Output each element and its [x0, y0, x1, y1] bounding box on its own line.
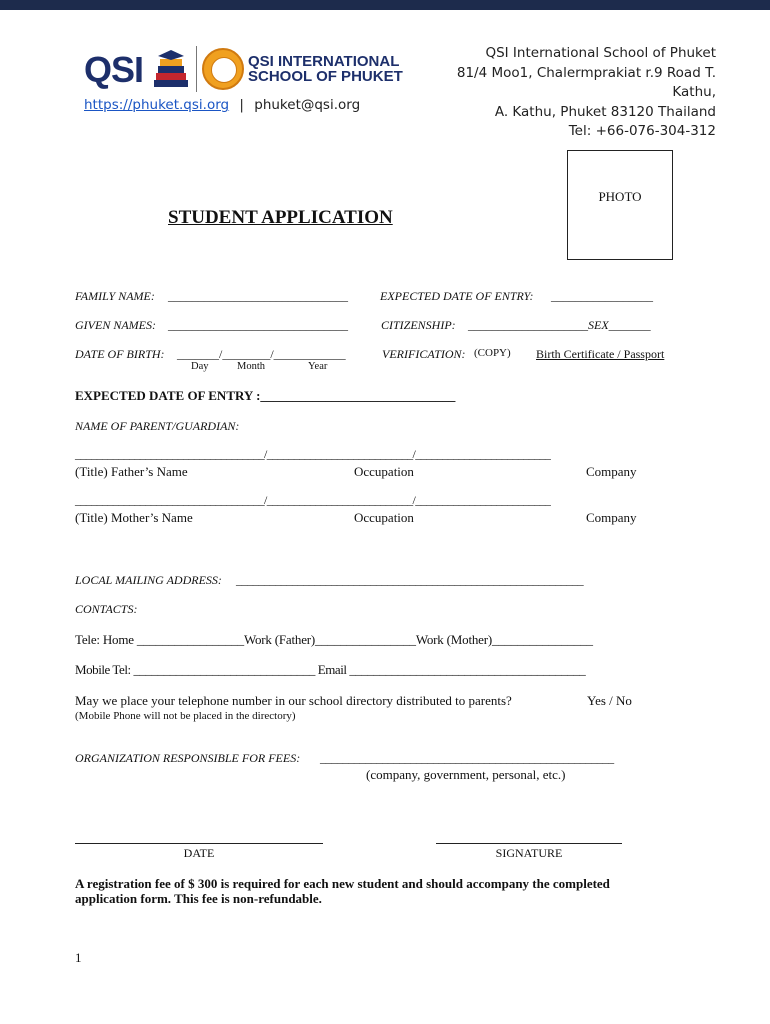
date-label: DATE — [183, 846, 215, 860]
mailing-address-field[interactable]: ______________________________________________________________ — [236, 573, 584, 587]
telephone-fields[interactable]: Tele: Home _________________Work (Father)________________Work (Mother)________________ — [75, 632, 593, 647]
logo-divider — [196, 46, 197, 92]
dob-field[interactable]: _______/________/____________ — [177, 347, 346, 361]
address-line: 81/4 Moo1, Chalermprakiat r.9 Road T. — [456, 64, 716, 81]
dob-month-label: Month — [237, 361, 266, 372]
logo-name-line1: QSI INTERNATIONAL — [248, 53, 400, 70]
signature-label: SIGNATURE — [495, 846, 563, 860]
org-fees-label: ORGANIZATION RESPONSIBLE FOR FEES: — [75, 751, 301, 765]
parent-guardian-heading: NAME OF PARENT/GUARDIAN: — [75, 419, 240, 433]
expected-entry-heading[interactable]: EXPECTED DATE OF ENTRY :______________________________ — [75, 388, 456, 403]
photo-box[interactable] — [567, 150, 673, 260]
father-fields-line[interactable]: ___________________________________/___________________________/_________________________ — [75, 447, 551, 461]
mother-fields-line[interactable]: ___________________________________/___________________________/_________________________ — [75, 493, 551, 507]
dob-day-label: Day — [191, 361, 209, 372]
school-name-logo — [248, 54, 403, 84]
link-separator: | — [239, 97, 244, 113]
mobile-email-fields[interactable]: Mobile Tel: ______________________________ Email _______________________________________ — [75, 662, 586, 677]
contacts-heading: CONTACTS: — [75, 602, 138, 616]
directory-question: May we place your telephone number in our school directory distributed to parents? — [75, 693, 512, 708]
citizenship-sex-field[interactable]: ____________________SEX_______ — [468, 318, 651, 332]
address-line: A. Kathu, Phuket 83120 Thailand — [494, 103, 716, 120]
page-title: STUDENT APPLICATION — [168, 207, 393, 228]
given-names-label: GIVEN NAMES: — [75, 318, 156, 332]
mailing-address-label: LOCAL MAILING ADDRESS: — [75, 573, 222, 587]
verification-label: VERIFICATION: — [382, 347, 466, 361]
family-name-label: FAMILY NAME: — [75, 289, 155, 303]
qsi-logo-text: QSI — [84, 49, 144, 90]
verification-copy: (COPY) — [474, 347, 511, 359]
address-line: Kathu, — [672, 84, 716, 100]
top-border-bar — [0, 0, 770, 10]
website-link[interactable]: https://phuket.qsi.org — [84, 97, 230, 113]
books-icon — [150, 50, 192, 90]
address-line: Tel: +66-076-304-312 — [568, 123, 716, 139]
family-name-field[interactable]: ______________________________ — [168, 289, 348, 303]
page-number: 1 — [75, 950, 82, 965]
expected-entry-label: EXPECTED DATE OF ENTRY: — [380, 289, 534, 303]
registration-note-line1: A registration fee of $ 300 is required for each new student and should accompany the completed — [75, 876, 610, 891]
contact-links — [84, 97, 360, 113]
address-line: QSI International School of Phuket — [485, 45, 716, 61]
directory-answer[interactable]: Yes / No — [587, 693, 632, 708]
registration-note-line2: application form. This fee is non-refundable. — [75, 891, 322, 906]
date-line[interactable] — [75, 843, 323, 844]
dob-year-label: Year — [308, 361, 328, 372]
mother-company-label: Company — [586, 510, 637, 525]
father-occupation-label: Occupation — [354, 464, 414, 479]
directory-note: (Mobile Phone will not be placed in the directory) — [75, 710, 296, 722]
expected-entry-field[interactable]: _________________ — [551, 289, 653, 303]
dob-label: DATE OF BIRTH: — [75, 347, 165, 361]
father-name-label: (Title) Father’s Name — [75, 464, 188, 479]
org-fees-note: (company, government, personal, etc.) — [366, 767, 566, 782]
verification-docs: Birth Certificate / Passport — [536, 347, 665, 361]
org-fees-field[interactable]: ____________________________________________________ — [320, 751, 614, 765]
given-names-field[interactable]: ______________________________ — [168, 318, 348, 332]
signature-line[interactable] — [436, 843, 622, 844]
school-address — [457, 44, 716, 142]
logo-name-line2: SCHOOL OF PHUKET — [248, 68, 403, 85]
mother-occupation-label: Occupation — [354, 510, 414, 525]
father-company-label: Company — [586, 464, 637, 479]
photo-label: PHOTO — [598, 189, 642, 204]
mother-name-label: (Title) Mother’s Name — [75, 510, 193, 525]
school-seal-icon — [202, 48, 244, 90]
citizenship-label: CITIZENSHIP: — [381, 318, 456, 332]
email-text: phuket@qsi.org — [254, 97, 361, 113]
